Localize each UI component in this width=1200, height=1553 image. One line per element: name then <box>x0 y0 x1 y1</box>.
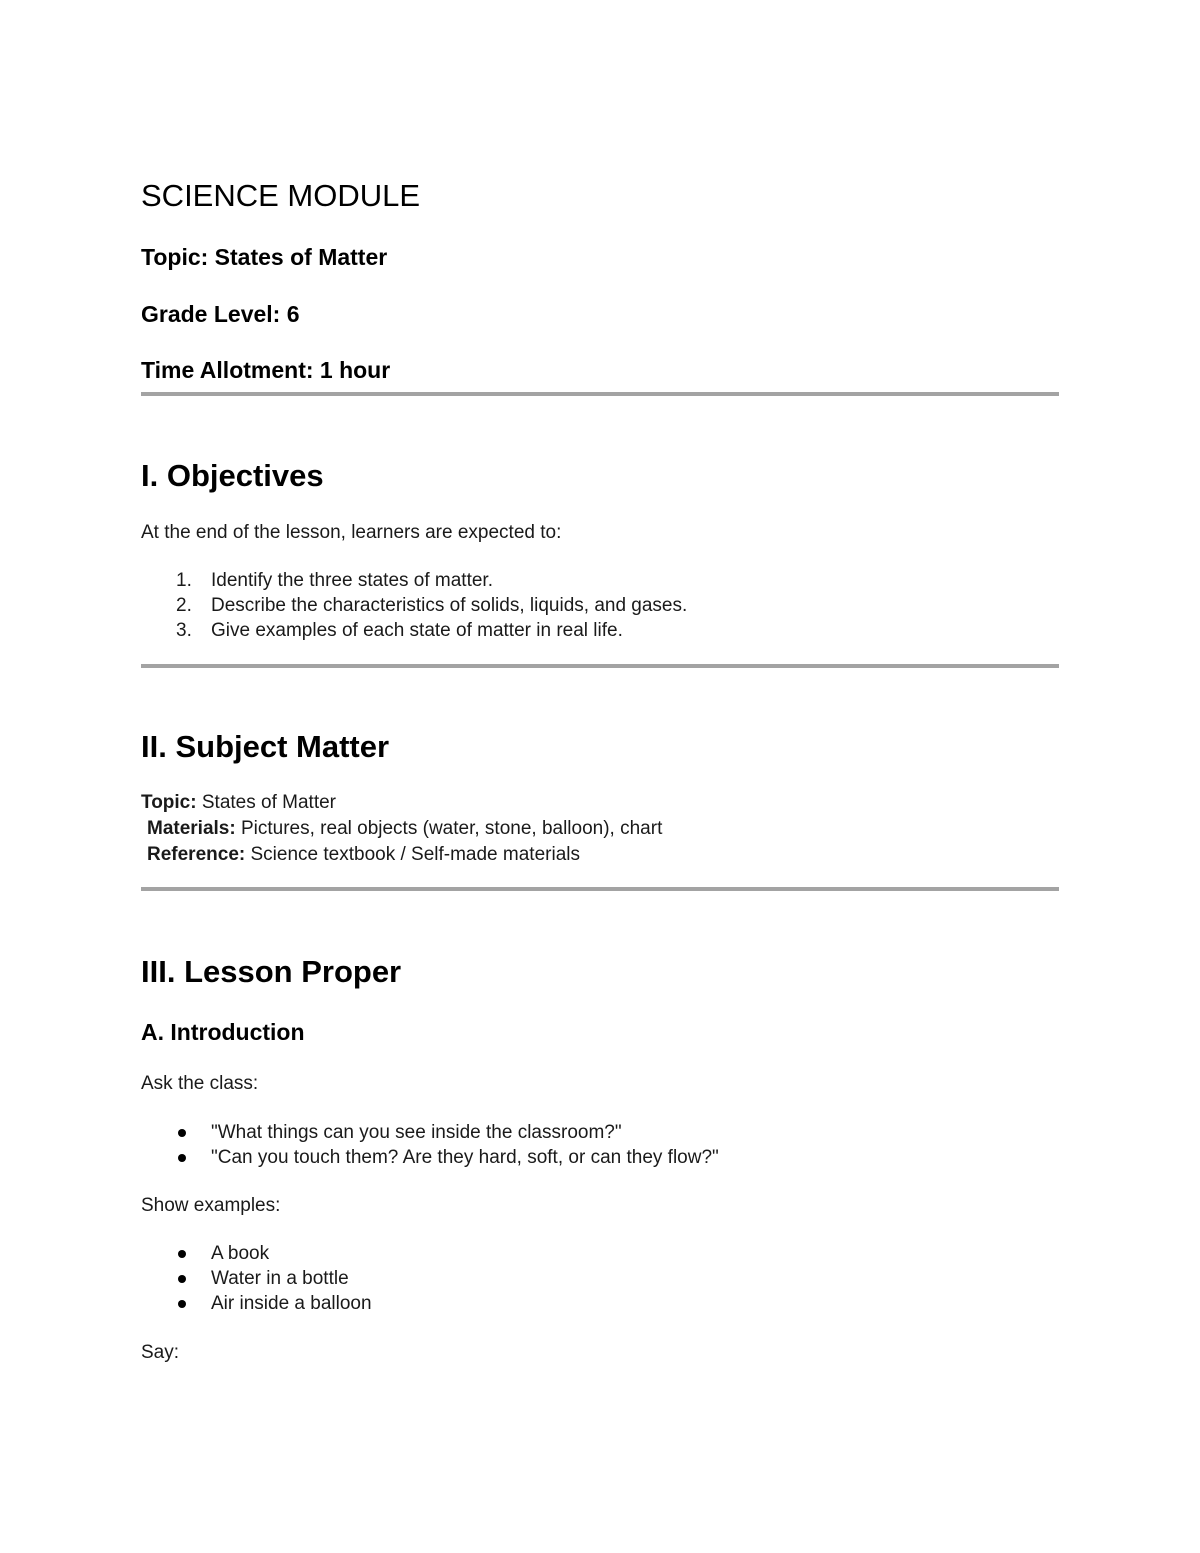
subject-topic-value: States of Matter <box>196 792 336 813</box>
list-item-text: Describe the characteristics of solids, liquids, and gases. <box>211 595 688 616</box>
list-number: 3. <box>176 620 192 641</box>
subject-topic-line <box>141 790 336 815</box>
list-item-text: "Can you touch them? Are they hard, soft, or can they flow?" <box>211 1147 719 1168</box>
list-number: 1. <box>176 570 192 591</box>
list-item-text: Water in a bottle <box>211 1268 349 1289</box>
bullet-icon <box>178 1154 186 1162</box>
subject-materials-value: Pictures, real objects (water, stone, balloon), chart <box>235 818 663 839</box>
bullet-icon <box>178 1129 186 1137</box>
list-item-text: Identify the three states of matter. <box>211 570 493 591</box>
list-number: 2. <box>176 595 192 616</box>
ask-label: Ask the class: <box>141 1073 259 1094</box>
bullet-icon <box>178 1275 186 1283</box>
subject-reference-line <box>147 842 580 867</box>
meta-topic: Topic: States of Matter <box>141 244 388 270</box>
objectives-intro: At the end of the lesson, learners are expected to: <box>141 522 562 543</box>
subject-reference-label: Reference: <box>147 844 246 865</box>
show-label: Show examples: <box>141 1195 281 1216</box>
meta-time-allotment: Time Allotment: 1 hour <box>141 357 391 383</box>
meta-grade-level: Grade Level: 6 <box>141 301 300 327</box>
list-item-text: "What things can you see inside the classroom?" <box>211 1122 622 1143</box>
bullet-icon <box>178 1250 186 1258</box>
subject-reference-value: Science textbook / Self-made materials <box>245 844 580 865</box>
list-item-text: A book <box>211 1243 270 1264</box>
introduction-heading: A. Introduction <box>141 1019 305 1045</box>
lesson-proper-heading: III. Lesson Proper <box>141 954 402 989</box>
list-item-text: Air inside a balloon <box>211 1293 372 1314</box>
section-divider <box>141 664 1059 668</box>
section-divider <box>141 392 1059 396</box>
subject-topic-label: Topic: <box>141 792 197 813</box>
subject-materials-label: Materials: <box>147 818 236 839</box>
say-label: Say: <box>141 1342 180 1363</box>
objectives-heading: I. Objectives <box>141 458 324 493</box>
subject-matter-heading: II. Subject Matter <box>141 729 390 764</box>
document-title: SCIENCE MODULE <box>141 178 421 213</box>
bullet-icon <box>178 1300 186 1308</box>
subject-materials-line <box>147 816 662 841</box>
section-divider <box>141 887 1059 891</box>
list-item-text: Give examples of each state of matter in real life. <box>211 620 623 641</box>
